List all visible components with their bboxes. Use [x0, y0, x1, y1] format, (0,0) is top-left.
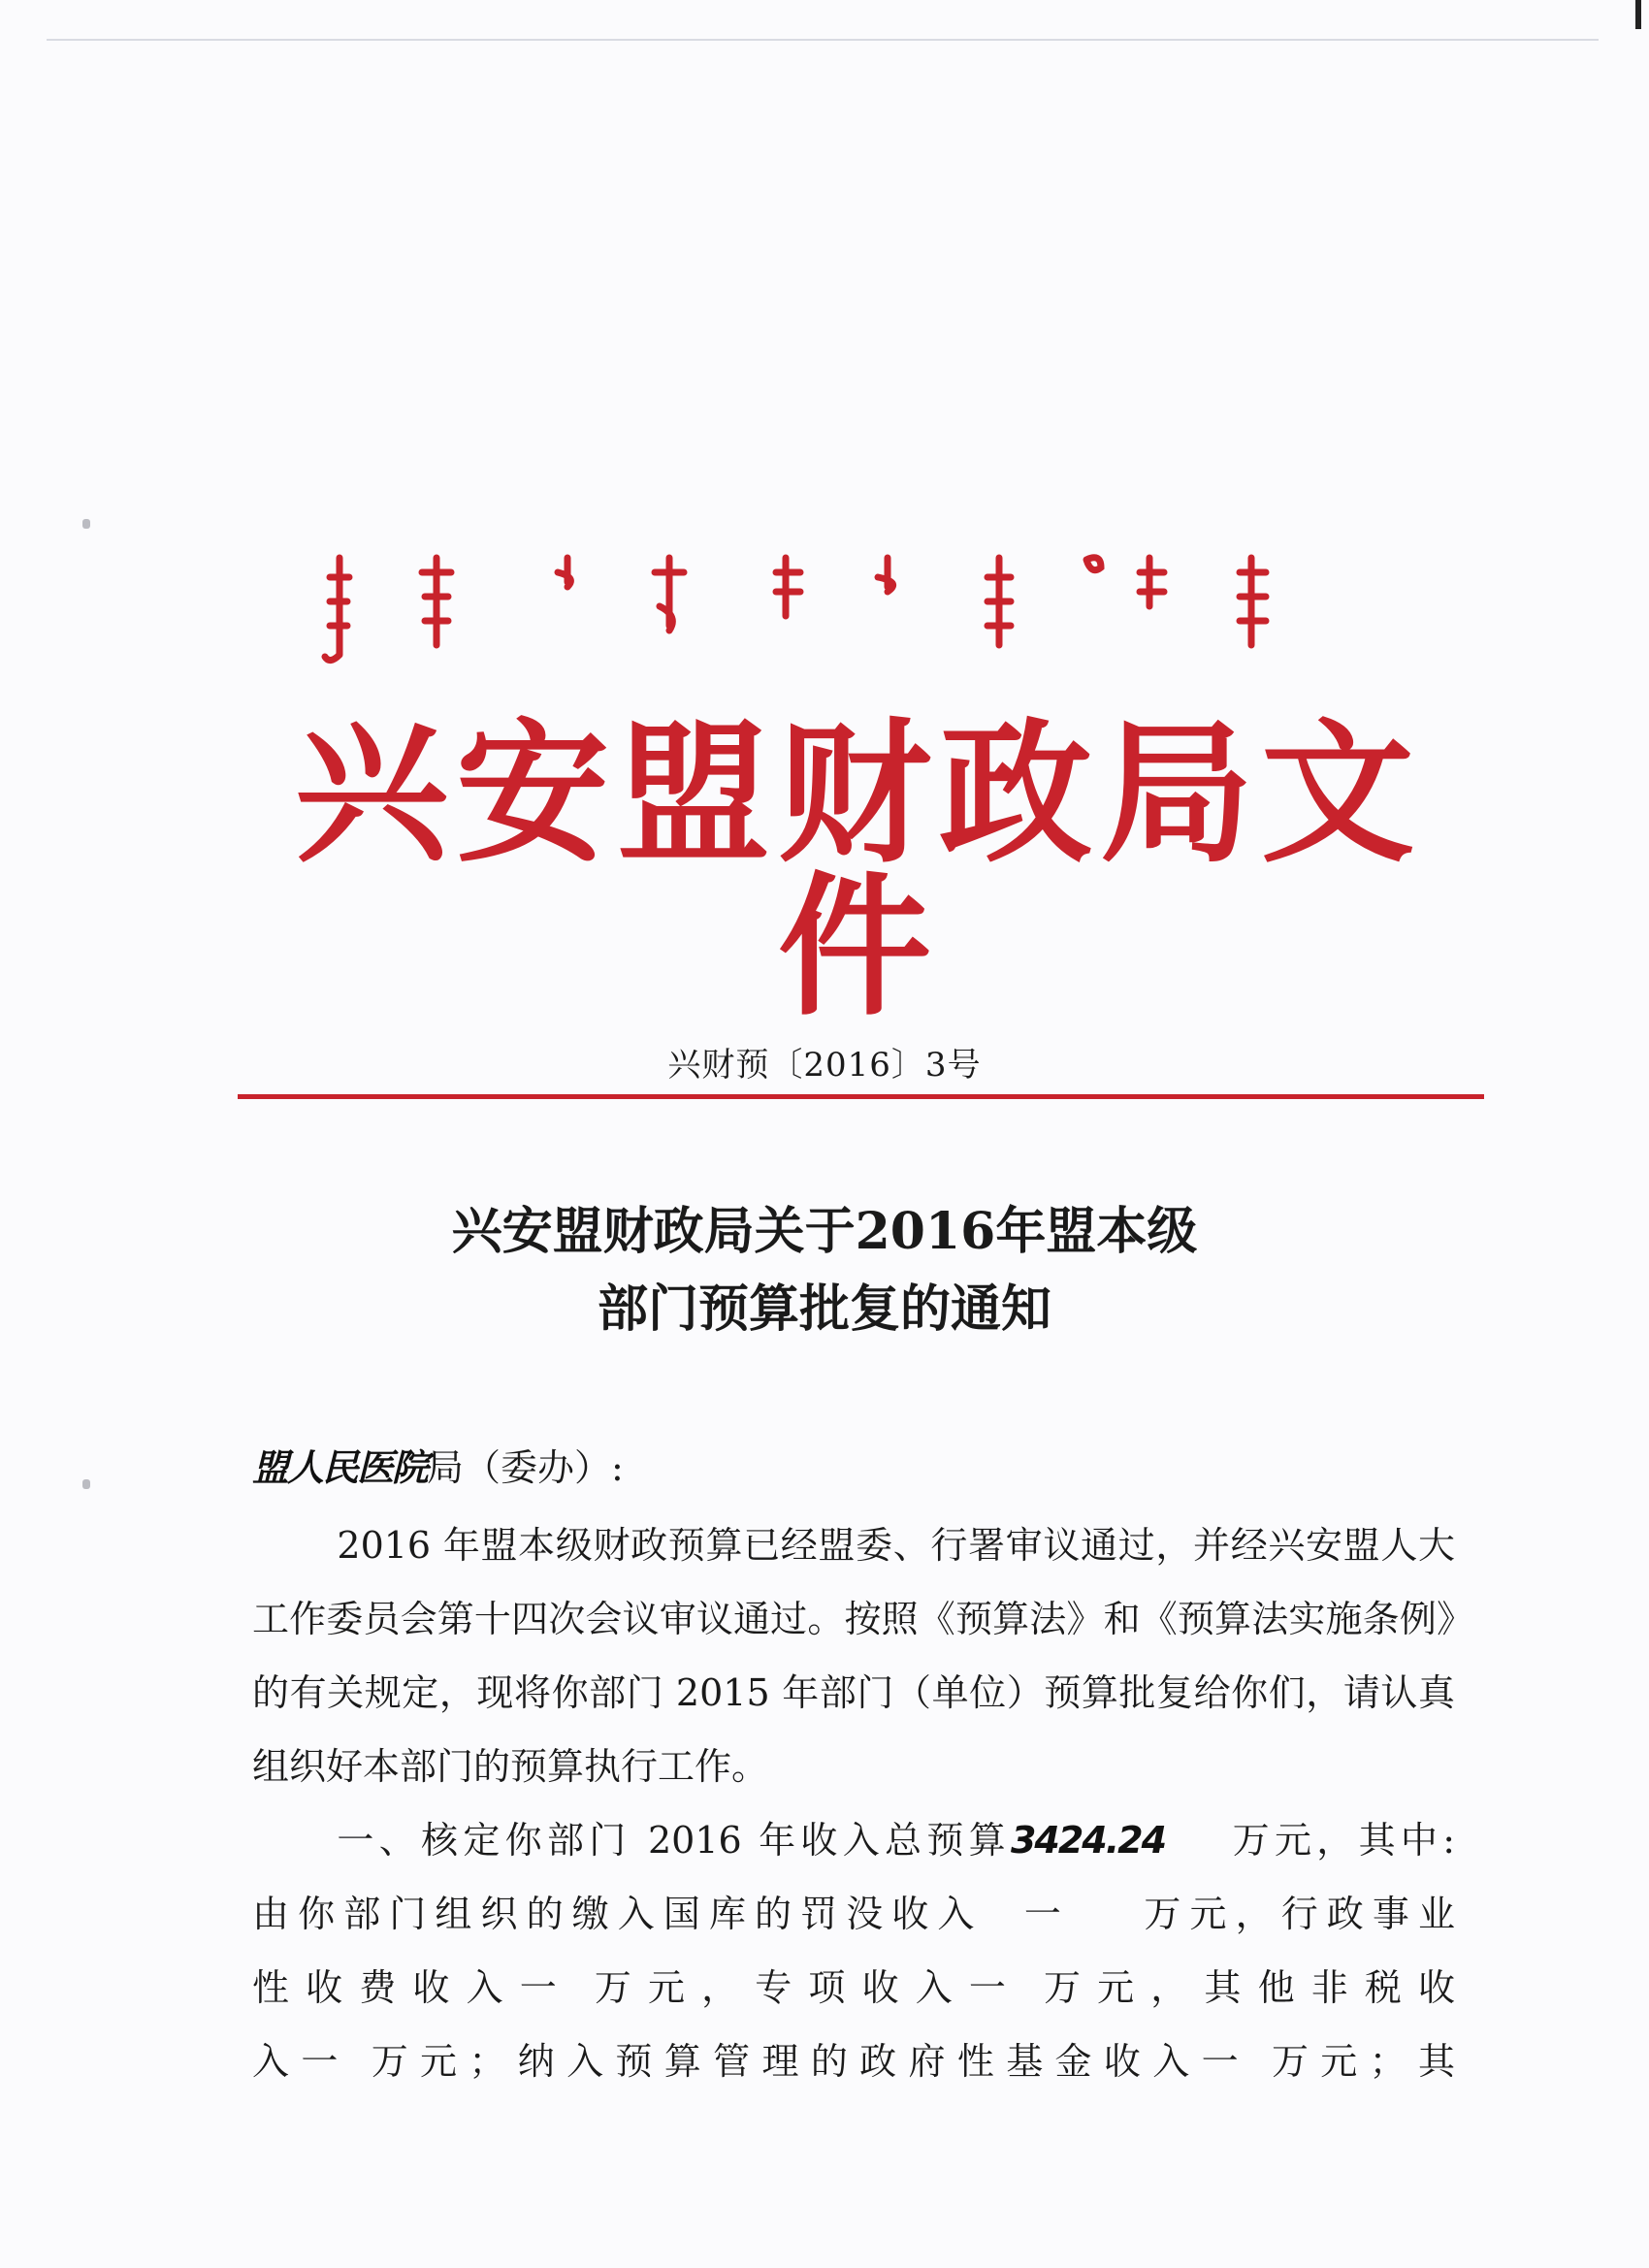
para2-text: 由你部门组织的缴入国库的罚没收入 — [252, 1893, 984, 1935]
para2-line-4 — [252, 2025, 1455, 2098]
para2-text: 万元；纳入预算管理的政府性基金收入 — [359, 2040, 1202, 2083]
total-budget-amount: 3424.24 — [1010, 1819, 1166, 1862]
body-text — [252, 1508, 1455, 2098]
para2-line-3 — [252, 1951, 1455, 2025]
scan-edge-line — [47, 39, 1599, 41]
mongolian-script-drawing — [320, 548, 1368, 674]
para2-text: 入 — [252, 2040, 302, 2083]
para2-line-1 — [252, 1803, 1455, 1877]
handwritten-dash: 一 — [968, 1966, 1006, 2009]
show-through-text — [272, 349, 1474, 423]
recipient-line — [252, 1438, 624, 1491]
para2-text: 万元，专项收入 — [577, 1966, 969, 2009]
para2-text: 一、核定你部门 2016 年收入总预算 — [337, 1819, 1011, 1862]
recipient-handwritten: 盟人民医院 — [252, 1446, 428, 1489]
para2-text: 万元，其他非税收 — [1026, 1966, 1455, 2009]
notice-title-line-1: 兴安盟财政局关于2016年盟本级 — [451, 1202, 1198, 1261]
para2-text: 万元，行政事业 — [1144, 1893, 1455, 1935]
paragraph-1: 2016 年盟本级财政预算已经盟委、行署审议通过，并经兴安盟人大工作委员会第十四次会议审议通过。按照《预算法》和《预算法实施条例》的有关规定，现将你部门 2015 年部门（单位）预算批复给你们，请认真组织好本部门的预算执行工作。 — [252, 1524, 1455, 1788]
notice-title-line-2: 部门预算批复的通知 — [597, 1280, 1051, 1339]
mongolian-script-header — [320, 548, 1368, 674]
para2-text: 性收费收入 — [252, 1966, 520, 2009]
handwritten-dash: 一 — [519, 1966, 557, 2009]
para2-line-2 — [252, 1877, 1455, 1951]
handwritten-dash: 一 — [301, 2040, 339, 2083]
para2-text: 万元；其 — [1259, 2040, 1455, 2083]
notice-title — [0, 1193, 1649, 1348]
document-number: 兴财预〔2016〕3号 — [667, 1046, 982, 1085]
handwritten-dash: 一 — [1201, 2040, 1239, 2083]
para2-text: 万元，其中: — [1232, 1819, 1455, 1862]
red-document-header: 兴安盟财政局文件 — [295, 705, 1422, 1037]
scan-edge-mark — [1635, 0, 1641, 29]
punch-hole — [82, 519, 90, 529]
red-divider-line — [238, 1094, 1484, 1099]
recipient-suffix: 局（委办）: — [427, 1446, 624, 1489]
punch-hole — [82, 1479, 90, 1489]
handwritten-dash: 一 — [1023, 1893, 1061, 1935]
